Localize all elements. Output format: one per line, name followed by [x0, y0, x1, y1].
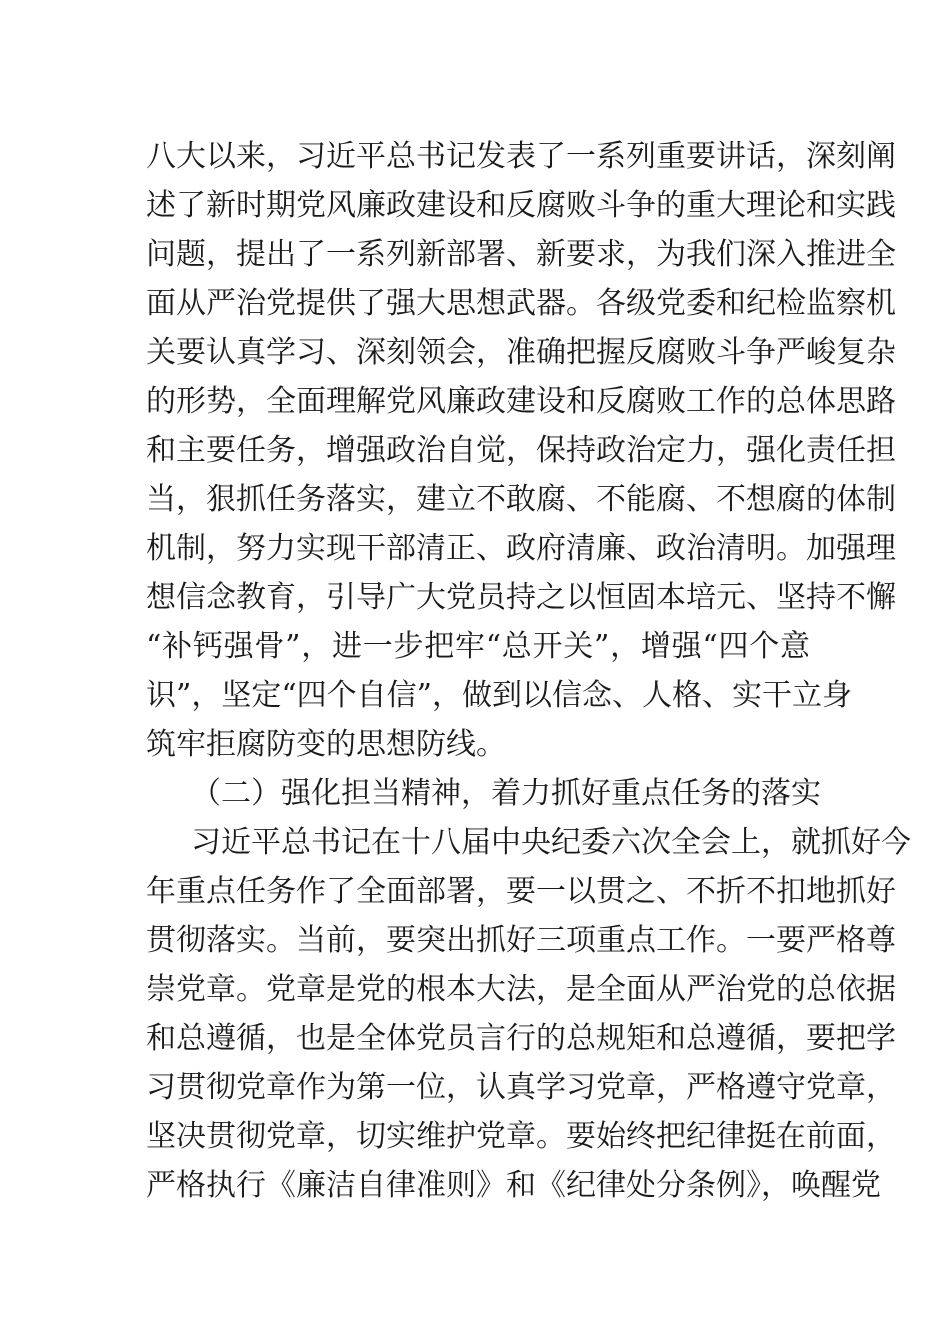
text-line: 和主要任务，增强政治自觉，保持政治定力，强化责任担	[146, 433, 896, 468]
section-heading: （二）强化担当精神，着力抓好重点任务的落实	[191, 776, 821, 811]
text-line: 问题，提出了一系列新部署、新要求，为我们深入推进全	[146, 237, 896, 272]
text-line: 当，狠抓任务落实，建立不敢腐、不能腐、不想腐的体制	[146, 482, 896, 517]
text-line: 年重点任务作了全面部署，要一以贯之、不折不扣地抓好	[146, 874, 896, 909]
text-line: 筑牢拒腐防变的思想防线。	[146, 727, 506, 762]
text-line: 想信念教育，引导广大党员持之以恒固本培元、坚持不懈	[146, 580, 896, 615]
text-line: 崇党章。党章是党的根本大法，是全面从严治党的总依据	[146, 972, 896, 1007]
paragraph-1	[146, 132, 896, 769]
document-body	[146, 132, 911, 1210]
paragraph-2	[146, 818, 911, 1210]
text-line: 识”，坚定“四个自信”，做到以信念、人格、实干立身	[146, 678, 853, 713]
text-line: 严格执行《廉洁自律准则》和《纪律处分条例》，唤醒党	[146, 1168, 881, 1203]
text-line: 关要认真学习、深刻领会，准确把握反腐败斗争严峻复杂	[146, 335, 896, 370]
text-line: 贯彻落实。当前，要突出抓好三项重点工作。一要严格尊	[146, 923, 896, 958]
text-line: 的形势，全面理解党风廉政建设和反腐败工作的总体思路	[146, 384, 896, 419]
text-line: 和总遵循，也是全体党员言行的总规矩和总遵循，要把学	[146, 1021, 896, 1056]
text-line: 坚决贯彻党章，切实维护党章。要始终把纪律挺在前面，	[146, 1119, 896, 1154]
text-line: 习近平总书记在十八届中央纪委六次全会上，就抓好今	[191, 825, 911, 860]
text-line: 述了新时期党风廉政建设和反腐败斗争的重大理论和实践	[146, 188, 896, 223]
text-line: 八大以来，习近平总书记发表了一系列重要讲话，深刻阐	[146, 139, 896, 174]
text-line: 机制，努力实现干部清正、政府清廉、政治清明。加强理	[146, 531, 896, 566]
text-line: “补钙强骨”，进一步把牢“总开关”，增强“四个意	[146, 629, 810, 664]
text-line: 面从严治党提供了强大思想武器。各级党委和纪检监察机	[146, 286, 896, 321]
text-line: 习贯彻党章作为第一位，认真学习党章，严格遵守党章，	[146, 1070, 896, 1105]
